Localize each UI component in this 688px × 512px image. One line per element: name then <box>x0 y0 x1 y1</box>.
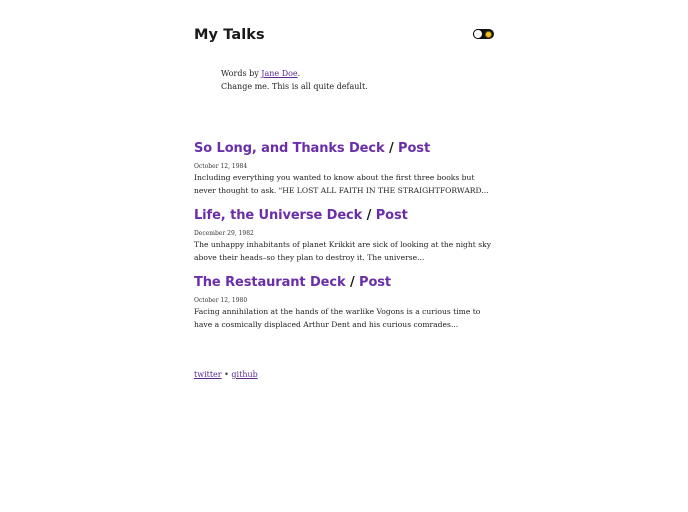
talk-description: The unhappy inhabitants of planet Krikkit are sick of looking at the night sky above their heads–so they plan to destroy it. The universe... <box>194 240 492 262</box>
author-link[interactable]: Jane Doe <box>261 69 298 78</box>
title-separator: / <box>362 208 376 223</box>
talk-date: October 12, 1984 <box>194 163 248 170</box>
talk-title <box>194 140 496 158</box>
post-link[interactable]: Post <box>398 141 431 156</box>
talk-list <box>194 140 496 341</box>
post-link[interactable]: Post <box>359 275 392 290</box>
toggle-knob <box>473 29 483 39</box>
talk-item <box>194 140 496 207</box>
twitter-link[interactable]: twitter <box>194 370 222 379</box>
bio-suffix: . <box>297 69 301 78</box>
deck-link[interactable]: So Long, and Thanks Deck <box>194 141 385 156</box>
deck-link[interactable]: Life, the Universe Deck <box>194 208 363 223</box>
talk-title <box>194 207 496 225</box>
bio-byline <box>221 67 368 80</box>
post-link[interactable]: Post <box>375 208 408 223</box>
site-title-link[interactable]: My Talks <box>194 27 265 43</box>
talk-date: October 12, 1980 <box>194 297 248 304</box>
title-separator: / <box>384 141 399 156</box>
talk-title <box>194 274 496 292</box>
talk-item <box>194 274 496 341</box>
talk-description: Including everything you wanted to know about the first three books but never thought to ask. "HE LOST ALL FAITH IN THE STRAIGHTFORWARD... <box>194 173 489 195</box>
deck-link[interactable]: The Restaurant Deck <box>194 275 346 290</box>
bio-tagline: Change me. This is all quite default. <box>221 82 368 91</box>
title-separator: / <box>345 275 360 290</box>
author-bio <box>221 67 368 93</box>
sun-icon <box>486 32 491 37</box>
talk-item <box>194 207 496 274</box>
bio-prefix: Words by <box>221 69 262 78</box>
theme-toggle[interactable] <box>473 29 494 39</box>
talk-date: December 29, 1982 <box>194 230 254 237</box>
site-footer <box>194 369 258 381</box>
github-link[interactable]: github <box>231 370 258 379</box>
footer-separator: • <box>221 370 232 379</box>
talk-description: Facing annihilation at the hands of the warlike Vogons is a curious time to have a cosmically displaced Arthur Dent and his curious comrades... <box>194 307 481 329</box>
site-header <box>194 26 496 46</box>
